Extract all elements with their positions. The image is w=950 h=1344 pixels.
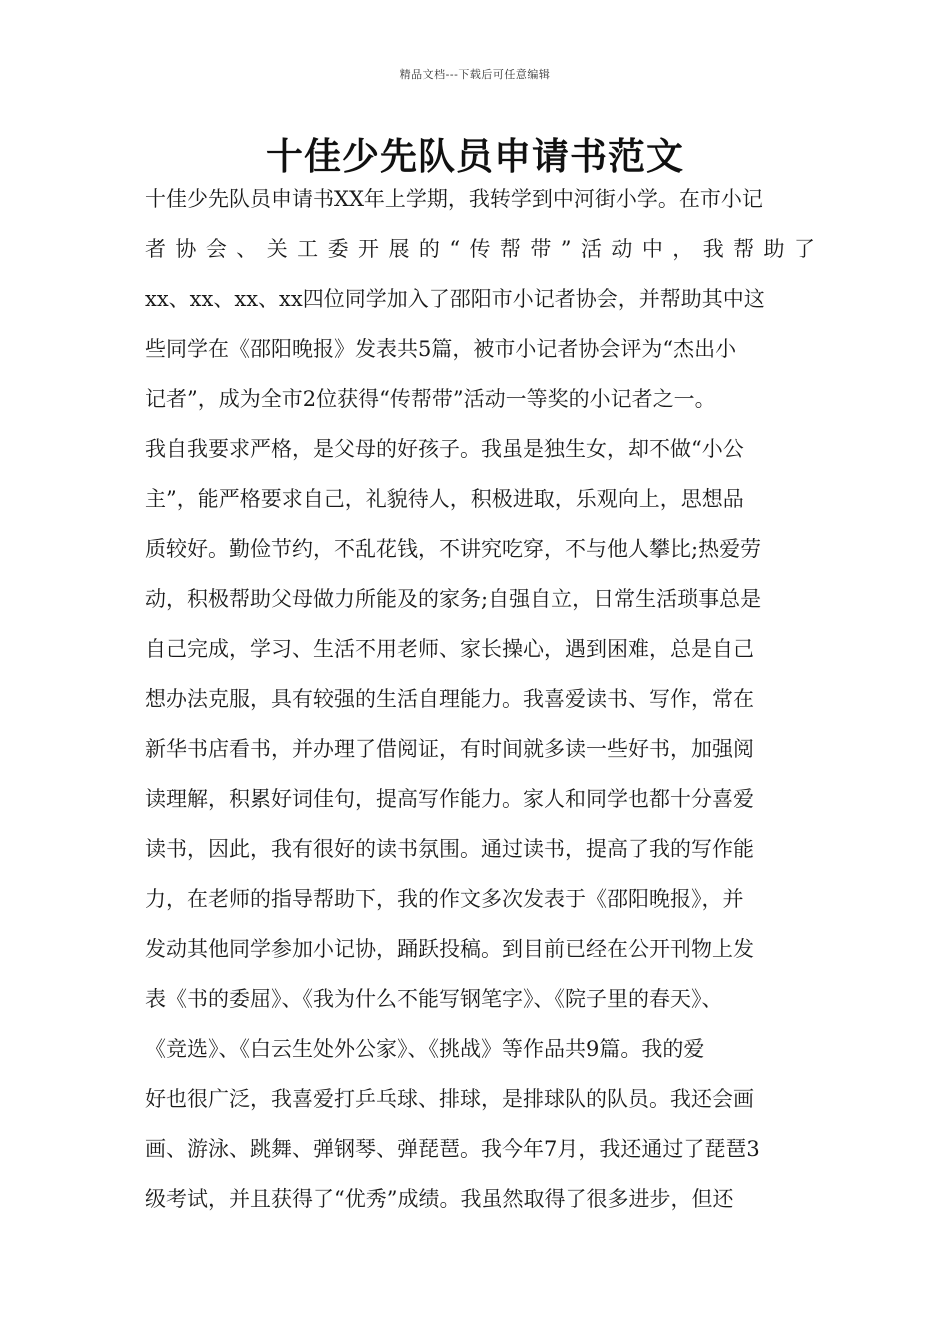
body-line: 主”，能严格要求自己，礼貌待人，积极进取，乐观向上，思想品	[145, 487, 744, 511]
body-line: 质较好。勤俭节约，不乱花钱，不讲究吃穿，不与他人攀比;热爱劳	[145, 537, 762, 561]
body-line: 些同学在《邵阳晚报》发表共5篇，被市小记者协会评为“杰出小	[145, 337, 737, 361]
page-header: 精品文档---下载后可任意编辑	[399, 68, 551, 81]
body-line: 发动其他同学参加小记协，踊跃投稿。到目前已经在公开刊物上发	[145, 937, 754, 961]
body-line: 表《书的委屈》、《我为什么不能写钢笔字》、《院子里的春天》、	[145, 987, 723, 1011]
body-line: 新华书店看书，并办理了借阅证，有时间就多读一些好书，加强阅	[145, 737, 754, 761]
body-line: 读理解，积累好词佳句，提高写作能力。家人和同学也都十分喜爱	[145, 787, 754, 811]
document-title: 十佳少先队员申请书范文	[266, 135, 684, 178]
body-line: 我自我要求严格，是父母的好孩子。我虽是独生女，却不做“小公	[145, 437, 744, 461]
body-line: 读书，因此，我有很好的读书氛围。通过读书，提高了我的写作能	[145, 837, 754, 861]
body-line: 《竞选》、《白云生处外公家》、《挑战》等作品共9篇。我的爱	[145, 1037, 705, 1061]
body-line: xx、xx、xx、xx四位同学加入了邵阳市小记者协会，并帮助其中这	[145, 287, 765, 311]
body-line: 好也很广泛，我喜爱打乒乓球、排球，是排球队的队员。我还会画	[145, 1087, 754, 1111]
body-line: 自己完成，学习、生活不用老师、家长操心，遇到困难，总是自己	[145, 637, 754, 661]
body-line: 级考试，并且获得了“优秀”成绩。我虽然取得了很多进步，但还	[145, 1187, 734, 1211]
body-line: 力，在老师的指导帮助下，我的作文多次发表于《邵阳晚报》，并	[145, 887, 744, 911]
body-line: 想办法克服，具有较强的生活自理能力。我喜爱读书、写作，常在	[145, 687, 754, 711]
document-body	[145, 180, 815, 1230]
body-line: 者协会、关工委开展的“传帮带”活动中，我帮助了	[145, 237, 815, 261]
body-line: 动，积极帮助父母做力所能及的家务;自强自立，日常生活琐事总是	[145, 587, 762, 611]
body-line: 记者”，成为全市2位获得“传帮带”活动一等奖的小记者之一。	[145, 387, 716, 411]
body-line: 画、游泳、跳舞、弹钢琴、弹琵琶。我今年7月，我还通过了琵琶3	[145, 1137, 760, 1161]
body-line: 十佳少先队员申请书XX年上学期，我转学到中河街小学。在市小记	[145, 187, 763, 211]
